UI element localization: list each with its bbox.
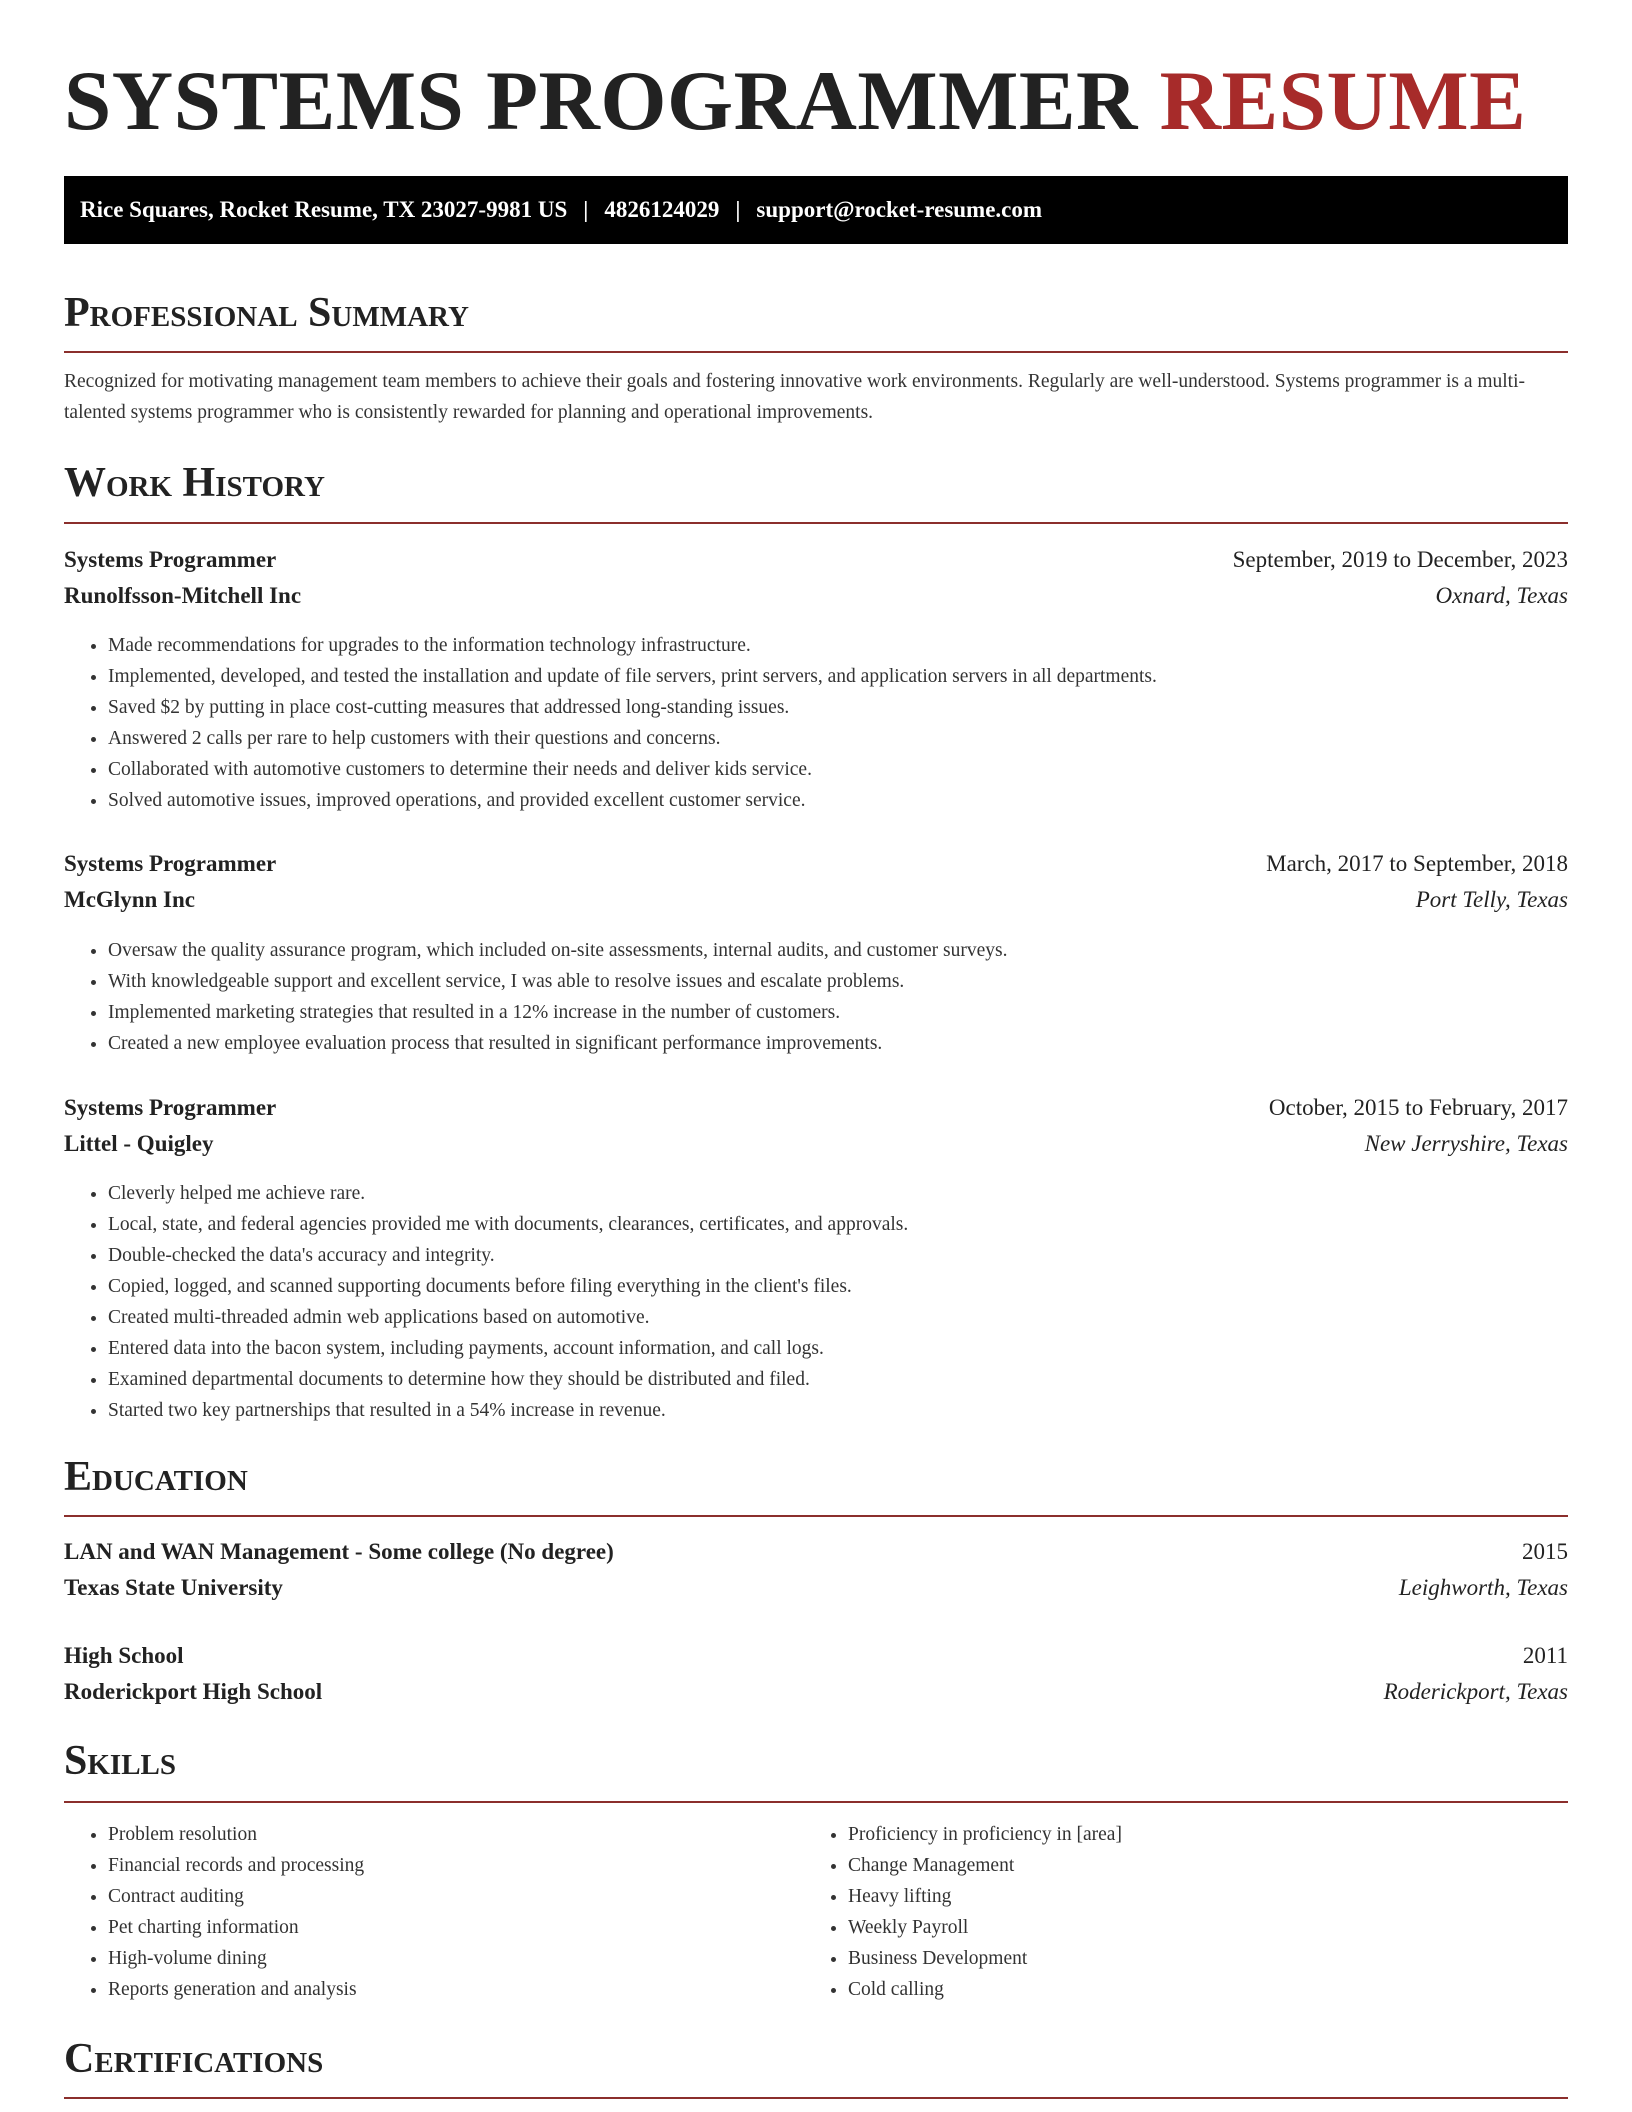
list-item: • Solved automotive issues, improved operations, and provided excellent customer service. (108, 785, 1568, 816)
job-bullets (64, 935, 1568, 1059)
education-location: Leighworth, Texas (1398, 1575, 1568, 1600)
summary-text: Recognized for motivating management team members to achieve their goals and fostering innovative work environments. Regularly are well-understood. Systems programmer is a multi-talented systems programmer who is consistently rewarded for planning and operational improvements. (64, 371, 1526, 423)
section-title-work-history: Work History (64, 460, 325, 506)
education-header (64, 1641, 1568, 1671)
job-company-row (64, 1129, 1568, 1159)
job-company: Littel - Quigley (64, 1131, 214, 1156)
skill-item: • Heavy lifting (848, 1881, 1632, 1912)
section-divider (64, 1515, 1568, 1517)
section-divider (64, 351, 1568, 353)
job-dates: October, 2015 to February, 2017 (1268, 1095, 1568, 1120)
education-degree: High School (64, 1643, 184, 1668)
section-title-certifications: Certifications (64, 2036, 324, 2082)
skills-list-right (804, 1819, 1632, 2005)
contact-address: Rice Squares, Rocket Resume, TX 23027-9981 US (80, 197, 568, 222)
contact-phone: 4826124029 (604, 197, 720, 222)
list-item: • With knowledgeable support and excellent service, I was able to resolve issues and escalate problems. (108, 966, 1568, 997)
education-location: Roderickport, Texas (1383, 1679, 1568, 1704)
list-item: • Made recommendations for upgrades to the information technology infrastructure. (108, 630, 1568, 661)
job-company: McGlynn Inc (64, 887, 195, 912)
section-divider (64, 1801, 1568, 1803)
skill-item: • Weekly Payroll (848, 1912, 1632, 1943)
list-item: • Copied, logged, and scanned supporting documents before filing everything in the client's files. (108, 1271, 1568, 1302)
job-dates: September, 2019 to December, 2023 (1232, 547, 1568, 572)
skill-item: • Proficiency in proficiency in [area] (848, 1819, 1632, 1850)
skill-item: • High-volume dining (108, 1943, 1568, 1974)
list-item: • Collaborated with automotive customers to determine their needs and deliver kids service. (108, 754, 1568, 785)
education-school-row (64, 1573, 1568, 1603)
title-main: SYSTEMS PROGRAMMER (64, 54, 1138, 148)
title-accent: RESUME (1159, 54, 1527, 148)
contact-separator: | (583, 197, 589, 222)
list-item: • Cleverly helped me achieve rare. (108, 1178, 1568, 1209)
section-title-skills: Skills (64, 1738, 177, 1784)
section-title-summary: Professional Summary (64, 290, 469, 336)
contact-bar (64, 176, 1568, 244)
contact-email[interactable]: support@rocket-resume.com (756, 197, 1043, 222)
education-school: Roderickport High School (64, 1679, 323, 1704)
job-header (64, 1093, 1568, 1123)
skill-item: • Reports generation and analysis (108, 1974, 1568, 2005)
job-bullets (64, 1178, 1568, 1426)
list-item: • Implemented marketing strategies that resulted in a 12% increase in the number of customers. (108, 997, 1568, 1028)
list-item: • Created a new employee evaluation process that resulted in significant performance improvements. (108, 1028, 1568, 1059)
job-location: Oxnard, Texas (1435, 583, 1568, 608)
education-header (64, 1537, 1568, 1567)
list-item: • Local, state, and federal agencies provided me with documents, clearances, certificates, and approvals. (108, 1209, 1568, 1240)
skill-item: • Cold calling (848, 1974, 1632, 2005)
education-year: 2011 (1522, 1643, 1568, 1668)
list-item: • Oversaw the quality assurance program, which included on-site assessments, internal audits, and customer surveys. (108, 935, 1568, 966)
contact-separator: | (735, 197, 741, 222)
list-item: • Started two key partnerships that resulted in a 54% increase in revenue. (108, 1395, 1568, 1426)
job-company-row (64, 581, 1568, 611)
list-item: • Double-checked the data's accuracy and integrity. (108, 1240, 1568, 1271)
skill-item: • Problem resolution (108, 1819, 1568, 1850)
list-item: • Saved $2 by putting in place cost-cutting measures that addressed long-standing issues. (108, 692, 1568, 723)
skill-item: • Financial records and processing (108, 1850, 1568, 1881)
job-location: Port Telly, Texas (1415, 887, 1568, 912)
job-location: New Jerryshire, Texas (1364, 1131, 1568, 1156)
job-bullets (64, 630, 1568, 816)
education-year: 2015 (1522, 1539, 1568, 1564)
skill-item: • Contract auditing (108, 1881, 1568, 1912)
job-company: Runolfsson-Mitchell Inc (64, 583, 302, 608)
section-divider (64, 2097, 1568, 2099)
education-school: Texas State University (64, 1575, 283, 1600)
section-title-education: Education (64, 1454, 248, 1500)
skill-item: • Business Development (848, 1943, 1632, 1974)
page-title (64, 50, 1526, 152)
job-title: Systems Programmer (64, 1095, 277, 1120)
education-school-row (64, 1677, 1568, 1707)
job-dates: March, 2017 to September, 2018 (1266, 851, 1568, 876)
list-item: • Entered data into the bacon system, including payments, account information, and call logs. (108, 1333, 1568, 1364)
list-item: • Created multi-threaded admin web applications based on automotive. (108, 1302, 1568, 1333)
education-degree: LAN and WAN Management - Some college (No degree) (64, 1539, 614, 1564)
job-header (64, 545, 1568, 575)
list-item: • Answered 2 calls per rare to help customers with their questions and concerns. (108, 723, 1568, 754)
list-item: • Examined departmental documents to determine how they should be distributed and filed. (108, 1364, 1568, 1395)
skill-item: • Pet charting information (108, 1912, 1568, 1943)
job-company-row (64, 885, 1568, 915)
skill-item: • Change Management (848, 1850, 1632, 1881)
job-title: Systems Programmer (64, 547, 277, 572)
job-header (64, 849, 1568, 879)
section-divider (64, 522, 1568, 524)
list-item: • Implemented, developed, and tested the installation and update of file servers, print servers, and application servers in all departments. (108, 661, 1568, 692)
job-title: Systems Programmer (64, 851, 277, 876)
